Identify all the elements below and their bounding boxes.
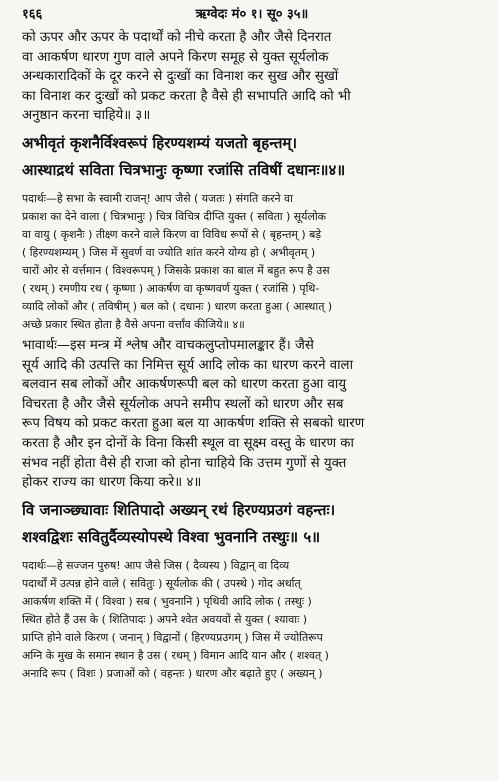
text-line: वा आकर्षण धारण गुण वाले अपने किरण समूह से युक्त सूर्यलोक xyxy=(22,49,329,65)
text-line: बलवान सब लोकों और आकर्षणरूपी बल को धारण करता हुआ वायु xyxy=(22,377,347,393)
text-line: विचरता है और जैसे सूर्यलोक अपने समीप स्थलों को धारण और सब xyxy=(22,396,344,412)
text-line: रूप विषय को प्रकट करता हुआ बल या आकर्षण शक्ति से सबको धारण xyxy=(22,416,365,432)
bhavartha-4 xyxy=(22,336,482,493)
text-line: अनुष्ठान करना चाहिये॥ ३॥ xyxy=(22,108,151,124)
text-line: प्राप्ति होने वाले किरण ( जनान् ) विद्वानों ( हिरण्यप्रउगम् ) जिस में ज्योतिरूप xyxy=(22,630,323,644)
verse-line: शश्वद्विशः सवितुर्दैव्यस्योपस्थे विश्वा भुवनानि तस्थुः॥ ५॥ xyxy=(22,527,321,546)
verse-4 xyxy=(22,130,482,184)
verse-5 xyxy=(22,497,482,551)
text-line: अनादि रूप ( विशः ) प्रजाओं को ( वहन्तः ) धारण और बढ़ाते हुए ( अख्यन् ) xyxy=(22,666,323,680)
paragraph-top xyxy=(22,28,482,126)
text-line: वा वायु ( कृशनैः ) तीक्ष्ण करने वाले किरण वा विविध रूपों से ( बृहन्तम् ) बड़े xyxy=(22,227,322,241)
verse-line: अभीवृतं कृशनैर्विश्वरूपं हिरण्यशम्यं यजतो बृहन्तम्। xyxy=(22,133,298,152)
page-number: १६६ xyxy=(22,7,43,22)
text-line: पदार्थः—हे सज्जन पुरुष! आप जैसे जिस ( दैव्यस्य ) विद्वान् वा दिव्य xyxy=(22,558,290,572)
text-line: होकर राज्य का धारण किया करे॥ ४॥ xyxy=(22,475,202,491)
text-line: आकर्षण शक्ति में ( विश्वा ) सब ( भुवनानि ) पृथिवी आदि लोक ( तस्थुः ) xyxy=(22,594,312,608)
padartha-5 xyxy=(22,557,482,683)
text-line: अन्धकारादिकों के दूर करने से दुःखों का विनाश कर सुख और सुखों xyxy=(22,69,339,85)
text-line: संभव नहीं होता वैसे ही राजा को होना चाहिये कि उत्तम गुणों से युक्त xyxy=(22,455,347,471)
text-line: अच्छे प्रकार स्थित होता है वैसे अपना वर्त्तांव कीजिये॥ ४॥ xyxy=(22,317,245,331)
text-line: पदार्थः—हे सभा के स्वामी राजन्! आप जैसे ( यजतः ) संगति करने वा xyxy=(22,191,293,205)
verse-line: आस्थाद्रथं सविता चित्रभानुः कृष्णा रजांसि तविषीं दधानः॥४॥ xyxy=(22,160,346,179)
text-line: भावार्थः—इस मन्त्र में श्लेष और वाचकलुप्तोपमालङ्कार हैं। जैसे xyxy=(22,337,314,353)
text-line: ( हिरण्यशम्यम् ) जिस में सुवर्ण वा ज्योति शांत करने योग्य हो ( अभीवृतम् ) xyxy=(22,245,316,259)
text-line: को ऊपर और ऊपर के पदार्थों को नीचे करता है और जैसे दिनरात xyxy=(22,30,332,45)
text-line: करता है और इन दोनों के विना किसी स्थूल वा सूक्ष्म वस्तु के धारण का xyxy=(22,435,354,451)
text-line: अग्नि के मुख के समान स्थान है उस ( रथम् ) विमान आदि यान और ( शश्वत् ) xyxy=(22,648,329,662)
text-line: पदार्थों में उत्पन्न होने वाले ( सवितुः ) सूर्यलोक की ( उपस्थे ) गोद अर्थात् xyxy=(22,576,301,590)
text-line: प्रकाश का देने वाला ( चित्रभानुः ) चित्र विचित्र दीप्ति युक्त ( सविता ) सूर्यलोक xyxy=(22,209,327,223)
running-title: ऋग्वेदः मं० १। सू० ३५॥ xyxy=(195,7,309,22)
text-line: ( रथम् ) रमणीय रथ ( कृष्णा ) आकर्षण वा कृष्णवर्ण युक्त ( रजांसि ) पृथि- xyxy=(22,281,320,295)
page-header xyxy=(22,4,482,26)
text-line: सूर्य आदि की उत्पत्ति का निमित्त सूर्य आदि लोक का धारण करने वाला xyxy=(22,357,354,373)
text-line: व्यादि लोकों और ( तविषीम् ) बल को ( दधानः ) धारण करता हुआ ( आस्थात् ) xyxy=(22,299,333,313)
padartha-4 xyxy=(22,190,482,334)
text-line: चारों ओर से वर्त्तमान ( विश्वरूपम् ) जिसके प्रकाश का बाल में बहुत रूप है उस xyxy=(22,263,330,277)
text-line: का विनाश कर दुःखों को प्रकट करता है वैसे ही सभापति आदि को भी xyxy=(22,88,351,104)
verse-line: वि जनाञ्छ्यावाः शितिपादो अख्यन् रथं हिरण्यप्रउगं वहन्तः। xyxy=(22,500,336,519)
text-line: स्थित होते हैं उस के ( शितिपादः ) अपने श्वेत अवयवों से युक्त ( श्यावाः ) xyxy=(22,612,308,626)
